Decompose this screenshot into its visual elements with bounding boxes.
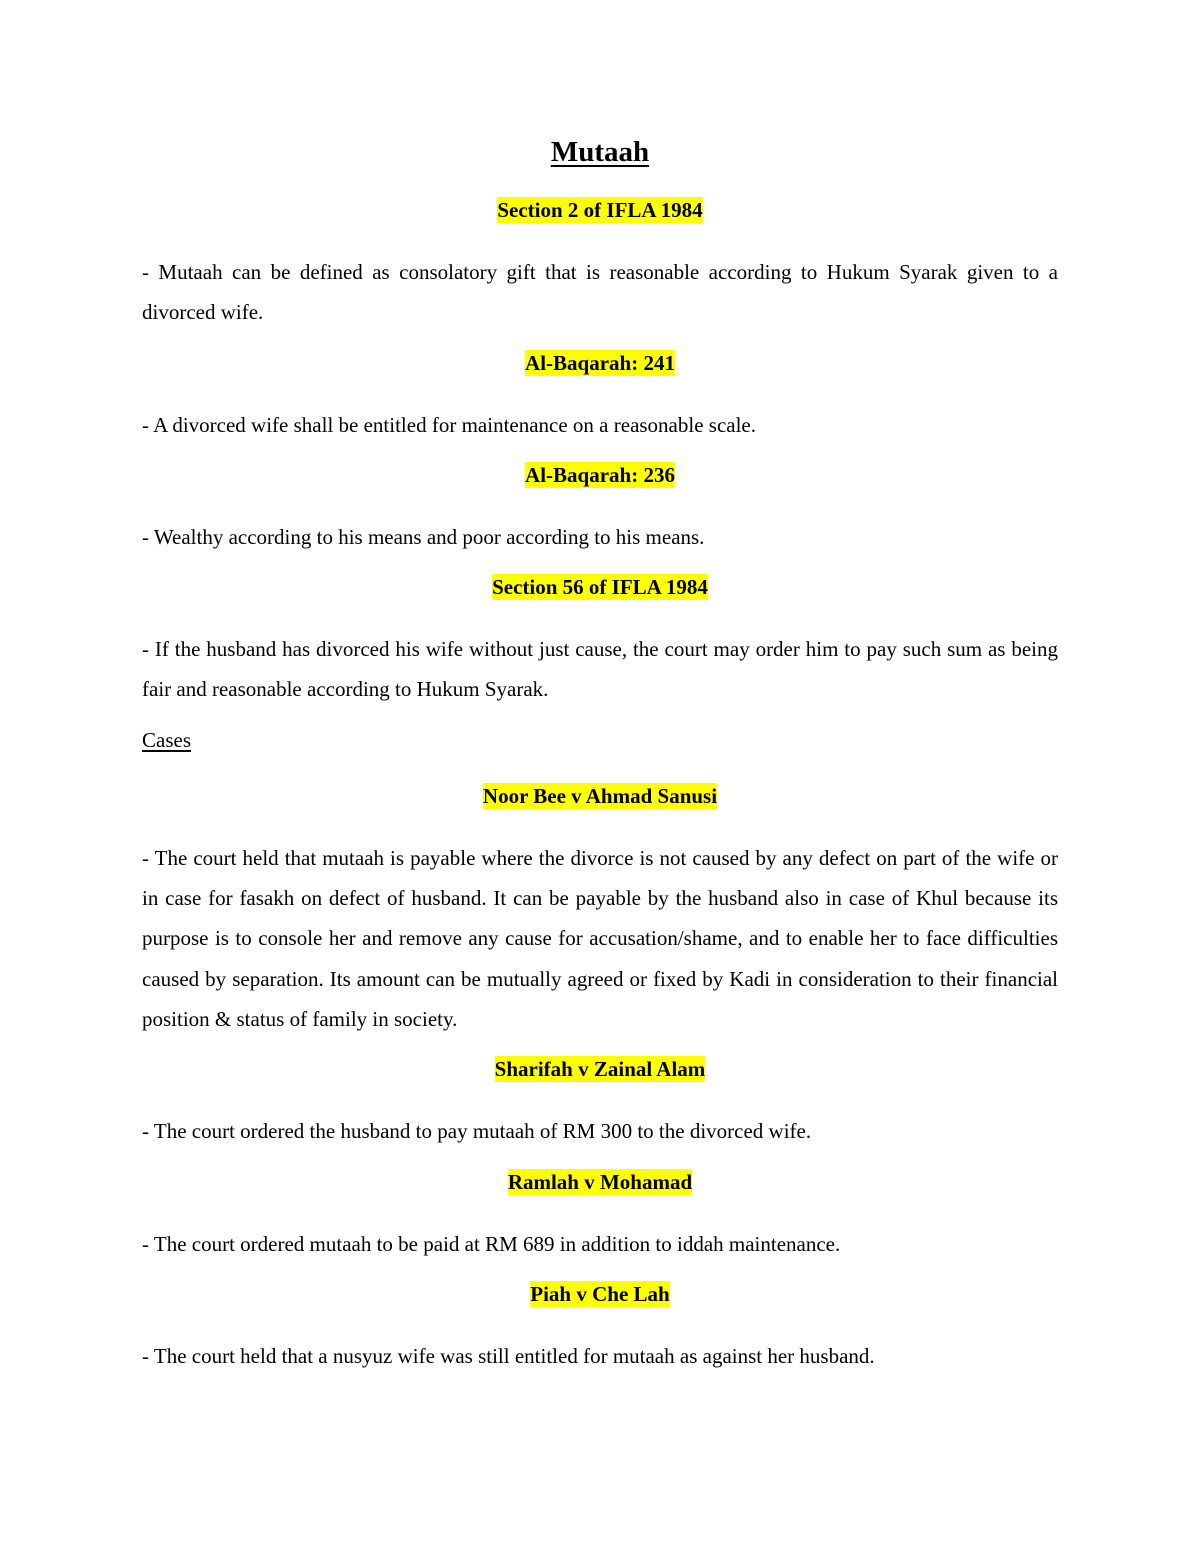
section-heading <box>142 573 1058 601</box>
case-paragraph: - The court held that a nusyuz wife was still entitled for mutaah as against her husband. <box>142 1343 875 1368</box>
highlighted-heading-text: Al-Baqarah: 236 <box>525 462 675 487</box>
highlighted-heading-text: Sharifah v Zainal Alam <box>494 1057 706 1082</box>
highlighted-heading-text: Ramlah v Mohamad <box>507 1169 693 1194</box>
case-heading <box>142 782 1058 810</box>
highlighted-heading-text: Piah v Che Lah <box>530 1281 670 1306</box>
highlighted-heading-text: Section 56 of IFLA 1984 <box>492 575 708 600</box>
document-title: Mutaah <box>550 136 650 168</box>
case-paragraph: - The court ordered mutaah to be paid at RM 689 in addition to iddah maintenance. <box>142 1231 841 1256</box>
section-heading <box>142 349 1058 377</box>
document-body <box>142 130 1058 1392</box>
case-heading <box>142 1280 1058 1308</box>
case-paragraph: - The court held that mutaah is payable where the divorce is not caused by any defect on part of the wife or in case for fasakh on defect of husband. It can be payable by the husband also in case of Khul because its purpose is to console her and remove any cause for accusation/shame, and to enable her to face difficulties caused by separation. Its amount can be mutually agreed or fixed by Kadi in consideration to their financial position & status of family in society. <box>142 845 1058 1031</box>
section-heading <box>142 461 1058 489</box>
section-paragraph: - If the husband has divorced his wife without just cause, the court may order him to pay such sum as being fair and reasonable according to Hukum Syarak. <box>142 637 1058 702</box>
case-paragraph: - The court ordered the husband to pay mutaah of RM 300 to the divorced wife. <box>142 1119 812 1144</box>
highlighted-heading-text: Noor Bee v Ahmad Sanusi <box>482 783 718 808</box>
highlighted-heading-text: Section 2 of IFLA 1984 <box>497 198 703 222</box>
section-paragraph: - Mutaah can be defined as consolatory gift that is reasonable according to Hukum Syarak given to a divorced wife. <box>142 260 1058 325</box>
section-heading <box>142 196 1058 224</box>
case-heading <box>142 1168 1058 1196</box>
highlighted-heading-text: Al-Baqarah: 241 <box>525 350 675 375</box>
section-paragraph: - Wealthy according to his means and poor according to his means. <box>142 524 705 549</box>
cases-label: Cases <box>142 727 191 752</box>
section-paragraph: - A divorced wife shall be entitled for maintenance on a reasonable scale. <box>142 412 757 437</box>
case-heading <box>142 1055 1058 1083</box>
